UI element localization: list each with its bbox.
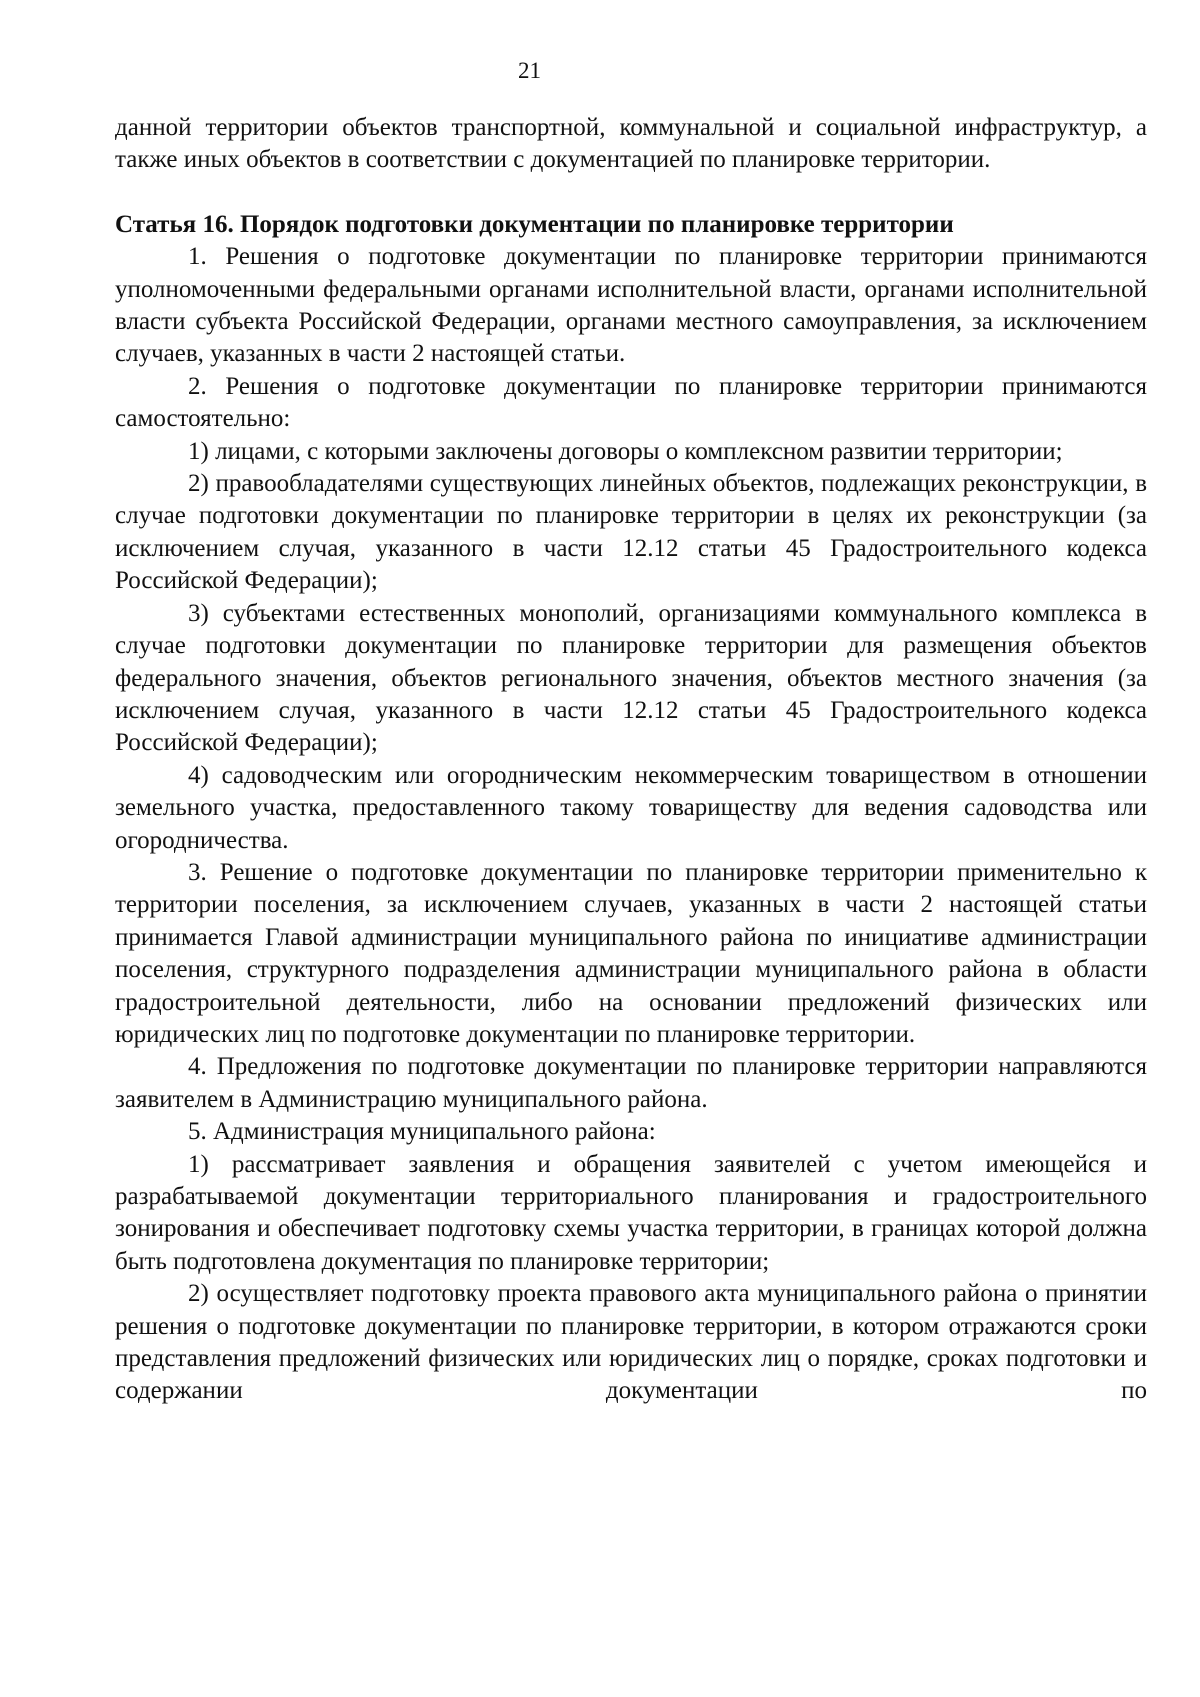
paragraph-item-2-2: 2) правообладателями существующих линейных объектов, подлежащих реконструкции, в случае подготовки документации по планировке территории в целях их реконструкции (за исключением случая, указанного в части 12.12 статьи 45 Градостроительного кодекса Российской Федерации); <box>115 470 1147 595</box>
paragraph-clause-4: 4. Предложения по подготовке документации по планировке территории направляются заявителем в Администрацию муниципального района. <box>115 1053 1147 1113</box>
article-heading: Статья 16. Порядок подготовки документации по планировке территории <box>115 210 954 238</box>
paragraph-continuation: данной территории объектов транспортной, коммунальной и социальной инфраструктур, а также иных объектов в соответствии с документацией по планировке территории. <box>115 114 1147 174</box>
paragraph-clause-2: 2. Решения о подготовке документации по планировке территории принимаются самостоятельно: <box>115 372 1147 433</box>
paragraph-clause-3: 3. Решение о подготовке документации по планировке территории применительно к территории поселения, за исключением случаев, указанных в части 2 настоящей статьи принимается Главой администрации муниципального района по инициативе администрации поселения, структурного подразделения администрации муниципального района в области градостроительной деятельности, либо на основании предложений физических или юридических лиц по подготовке документации по планировке территории. <box>115 858 1147 1048</box>
paragraph-item-2-4: 4) садоводческим или огородническим некоммерческим товариществом в отношении земельного участка, предоставленного такому товариществу для ведения садоводства или огородничества. <box>115 761 1147 854</box>
paragraph-clause-1: 1. Решения о подготовке документации по планировке территории принимаются уполномоченными федеральными органами исполнительной власти, органами исполнительной власти субъекта Российской Федерации, органами местного самоуправления, за исключением случаев, указанных в части 2 настоящей статьи. <box>115 243 1147 368</box>
paragraph-item-2-1: 1) лицами, с которыми заключены договоры о комплексном развитии территории; <box>188 437 1063 465</box>
paragraph-item-2-3: 3) субъектами естественных монополий, организациями коммунального комплекса в случае подготовки документации по планировке территории для размещения объектов федерального значения, объектов регионального значения, объектов местного значения (за исключением случая, указанного в части 12.12 статьи 45 Градостроительного кодекса Российской Федерации); <box>115 599 1147 757</box>
paragraph-item-5-1: 1) рассматривает заявления и обращения заявителей с учетом имеющейся и разрабатываемой документации территориального планирования и градостроительного зонирования и обеспечивает подготовку схемы участка территории, в границах которой должна быть подготовлена документация по планировке территории; <box>115 1150 1147 1275</box>
paragraph-item-5-2: 2) осуществляет подготовку проекта правового акта муниципального района о принятии решения о подготовке документации по планировке территории, в котором отражаются сроки представления предложений физических или юридических лиц о порядке, сроках подготовки и содержании документации по <box>115 1280 1147 1405</box>
page-number: 21 <box>518 58 541 83</box>
paragraph-clause-5: 5. Администрация муниципального района: <box>188 1118 656 1146</box>
document-body <box>115 112 1147 1408</box>
